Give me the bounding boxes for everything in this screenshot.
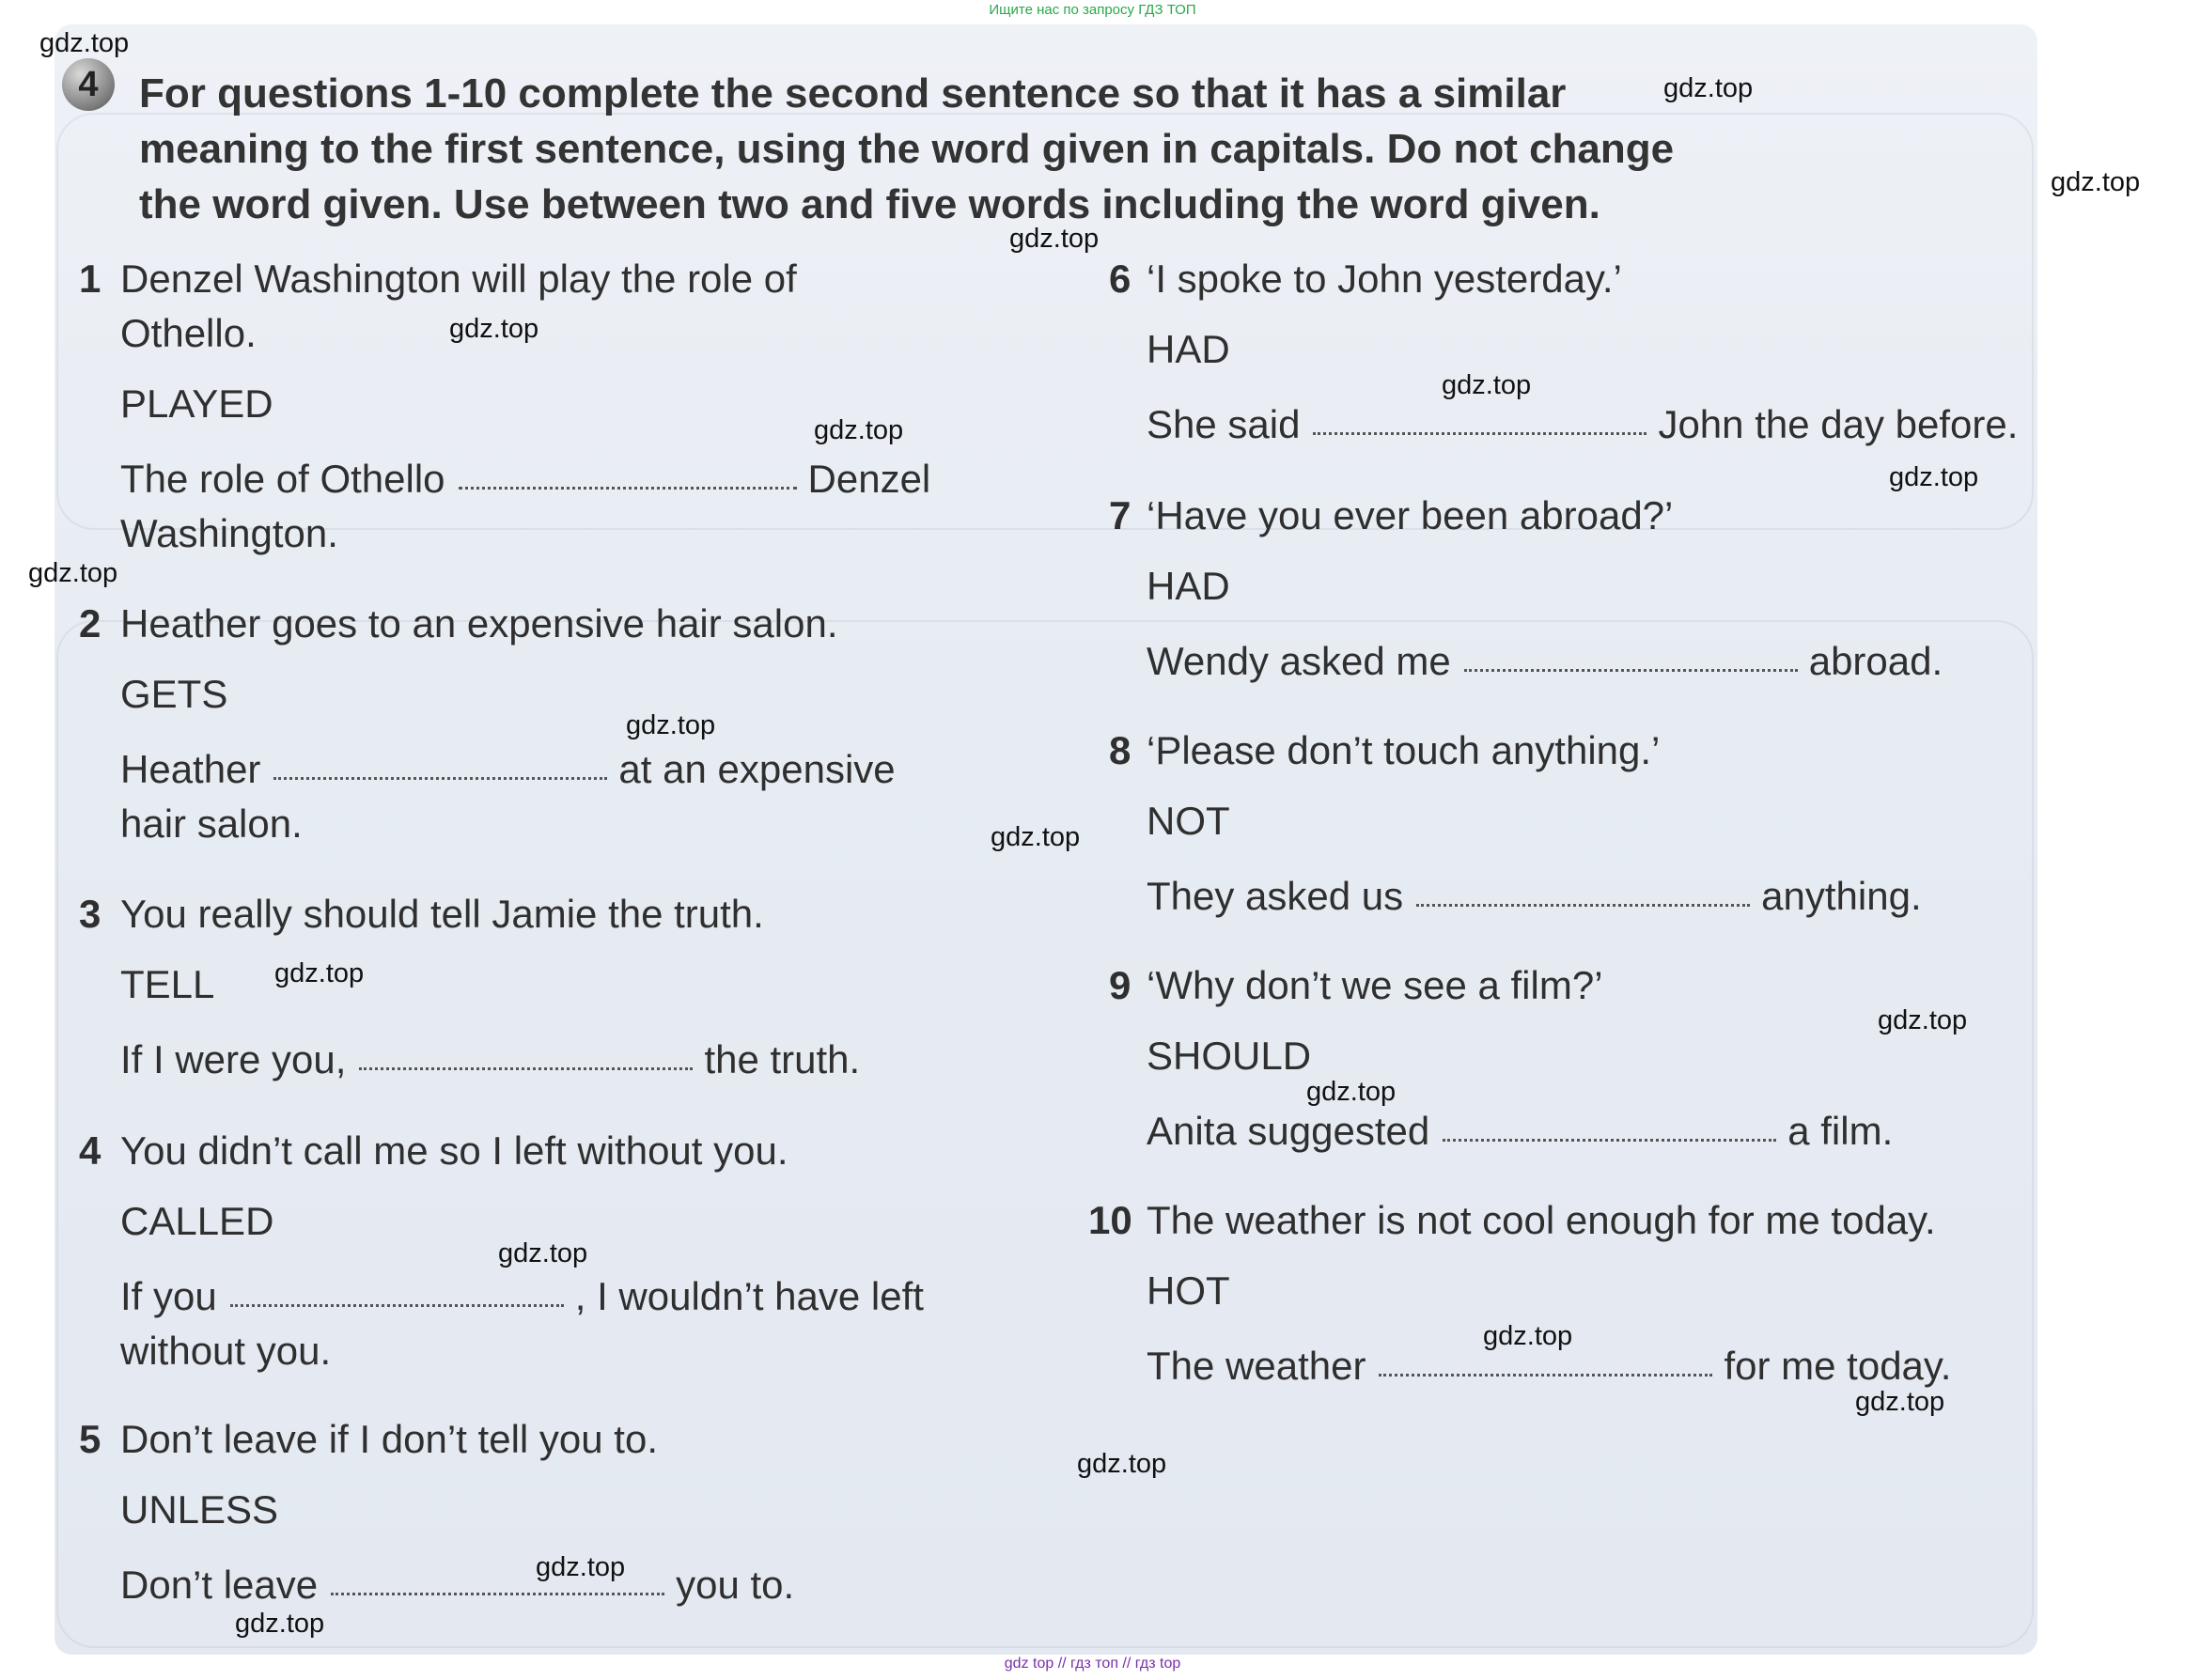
top-banner: Ищите нас по запросу ГДЗ ТОП <box>989 2 1196 18</box>
answer-continuation: Washington. <box>120 511 338 555</box>
answer-suffix: anything. <box>1761 874 1922 918</box>
instruction-line: the word given. Use between two and five words including the word given. <box>139 181 1600 227</box>
answer-suffix: the truth. <box>704 1037 861 1081</box>
question-5 <box>79 1412 794 1612</box>
question-1 <box>79 252 930 561</box>
answer-blank[interactable] <box>1443 1137 1776 1142</box>
bottom-banner: gdz top // гдз топ // гдз top <box>1004 1656 1181 1672</box>
answer-blank[interactable] <box>1313 430 1647 435</box>
watermark: gdz.top <box>1483 1321 1573 1351</box>
answer-suffix: for me today. <box>1724 1344 1952 1388</box>
answer-suffix: at an expensive <box>618 747 896 791</box>
watermark: gdz.top <box>1855 1387 1945 1417</box>
watermark: gdz.top <box>235 1609 325 1639</box>
question-number: 2 <box>79 601 101 646</box>
question-9 <box>1088 958 1893 1159</box>
watermark: gdz.top <box>1442 370 1532 400</box>
question-number: 9 <box>1109 963 1132 1007</box>
answer-suffix: you to. <box>676 1563 795 1607</box>
key-word: NOT <box>1147 799 1230 843</box>
source-sentence: ‘Please don’t touch anything.’ <box>1147 728 1661 772</box>
question-number: 5 <box>79 1417 101 1461</box>
watermark: gdz.top <box>991 822 1081 852</box>
answer-continuation: without you. <box>120 1329 332 1373</box>
source-sentence: ‘Have you ever been abroad?’ <box>1147 493 1674 537</box>
key-word: HOT <box>1147 1268 1230 1313</box>
key-word: GETS <box>120 672 228 716</box>
source-sentence: Othello. <box>120 311 257 355</box>
watermark: gdz.top <box>536 1552 626 1582</box>
answer-prefix: If you <box>120 1274 217 1318</box>
exercise-number-badge: 4 <box>62 58 115 111</box>
key-word: UNLESS <box>120 1487 279 1532</box>
watermark: gdz.top <box>1878 1005 1968 1035</box>
watermark: gdz.top <box>498 1238 588 1268</box>
question-number: 10 <box>1088 1198 1132 1242</box>
answer-prefix: Heather <box>120 747 261 791</box>
answer-blank[interactable] <box>273 775 607 780</box>
answer-blank[interactable] <box>331 1591 664 1595</box>
answer-prefix: The weather <box>1147 1344 1366 1388</box>
question-7 <box>1088 489 1943 689</box>
key-word: PLAYED <box>120 381 273 426</box>
source-sentence: You really should tell Jamie the truth. <box>120 892 764 936</box>
answer-continuation: hair salon. <box>120 801 303 846</box>
answer-prefix: If I were you, <box>120 1037 347 1081</box>
answer-prefix: She said <box>1147 402 1301 446</box>
exercise-instructions <box>139 66 1793 232</box>
answer-prefix: The role of Othello <box>120 457 445 501</box>
watermark: gdz.top <box>814 415 904 445</box>
question-number: 6 <box>1109 257 1132 301</box>
watermark: gdz.top <box>1009 224 1100 254</box>
source-sentence: Don’t leave if I don’t tell you to. <box>120 1417 658 1461</box>
key-word: HAD <box>1147 564 1230 608</box>
watermark: gdz.top <box>449 314 539 344</box>
instruction-line: meaning to the first sentence, using the word given in capitals. Do not change <box>139 126 1675 172</box>
answer-prefix: Wendy asked me <box>1147 639 1451 683</box>
watermark: gdz.top <box>1306 1077 1397 1107</box>
source-sentence: ‘I spoke to John yesterday.’ <box>1147 257 1622 301</box>
answer-blank[interactable] <box>1464 667 1798 672</box>
source-sentence: The weather is not cool enough for me today. <box>1147 1198 1936 1242</box>
question-8 <box>1088 723 1922 924</box>
source-sentence: You didn’t call me so I left without you. <box>120 1128 788 1173</box>
answer-blank[interactable] <box>1416 902 1750 907</box>
watermark: gdz.top <box>1663 73 1754 103</box>
watermark: gdz.top <box>626 710 716 740</box>
watermark: gdz.top <box>1889 462 1979 492</box>
answer-blank[interactable] <box>230 1302 564 1307</box>
answer-blank[interactable] <box>1379 1372 1712 1377</box>
watermark: gdz.top <box>1077 1449 1167 1479</box>
answer-suffix: Denzel <box>807 457 931 501</box>
answer-blank[interactable] <box>359 1066 693 1070</box>
question-10 <box>1088 1193 1951 1393</box>
question-2 <box>79 597 896 851</box>
source-sentence: Heather goes to an expensive hair salon. <box>120 601 838 646</box>
question-6 <box>1088 252 2018 452</box>
question-number: 1 <box>79 257 101 301</box>
key-word: CALLED <box>120 1199 274 1243</box>
watermark: gdz.top <box>39 28 130 58</box>
question-3 <box>79 887 860 1087</box>
key-word: TELL <box>120 962 215 1006</box>
key-word: HAD <box>1147 327 1230 371</box>
question-number: 7 <box>1109 493 1132 537</box>
answer-prefix: They asked us <box>1147 874 1404 918</box>
question-number: 8 <box>1109 728 1132 772</box>
answer-suffix: , I wouldn’t have left <box>574 1274 924 1318</box>
watermark: gdz.top <box>2051 167 2141 197</box>
answer-prefix: Don’t leave <box>120 1563 319 1607</box>
question-number: 4 <box>79 1128 101 1173</box>
source-sentence: Denzel Washington will play the role of <box>120 257 797 301</box>
watermark: gdz.top <box>28 558 118 588</box>
answer-suffix: John the day before. <box>1658 402 2019 446</box>
instruction-line: For questions 1-10 complete the second sentence so that it has a similar <box>139 70 1567 117</box>
answer-blank[interactable] <box>459 485 797 490</box>
answer-prefix: Anita suggested <box>1147 1109 1430 1153</box>
key-word: SHOULD <box>1147 1034 1312 1078</box>
watermark: gdz.top <box>274 958 365 988</box>
question-number: 3 <box>79 892 101 936</box>
answer-suffix: a film. <box>1787 1109 1894 1153</box>
source-sentence: ‘Why don’t we see a film?’ <box>1147 963 1603 1007</box>
answer-suffix: abroad. <box>1808 639 1943 683</box>
